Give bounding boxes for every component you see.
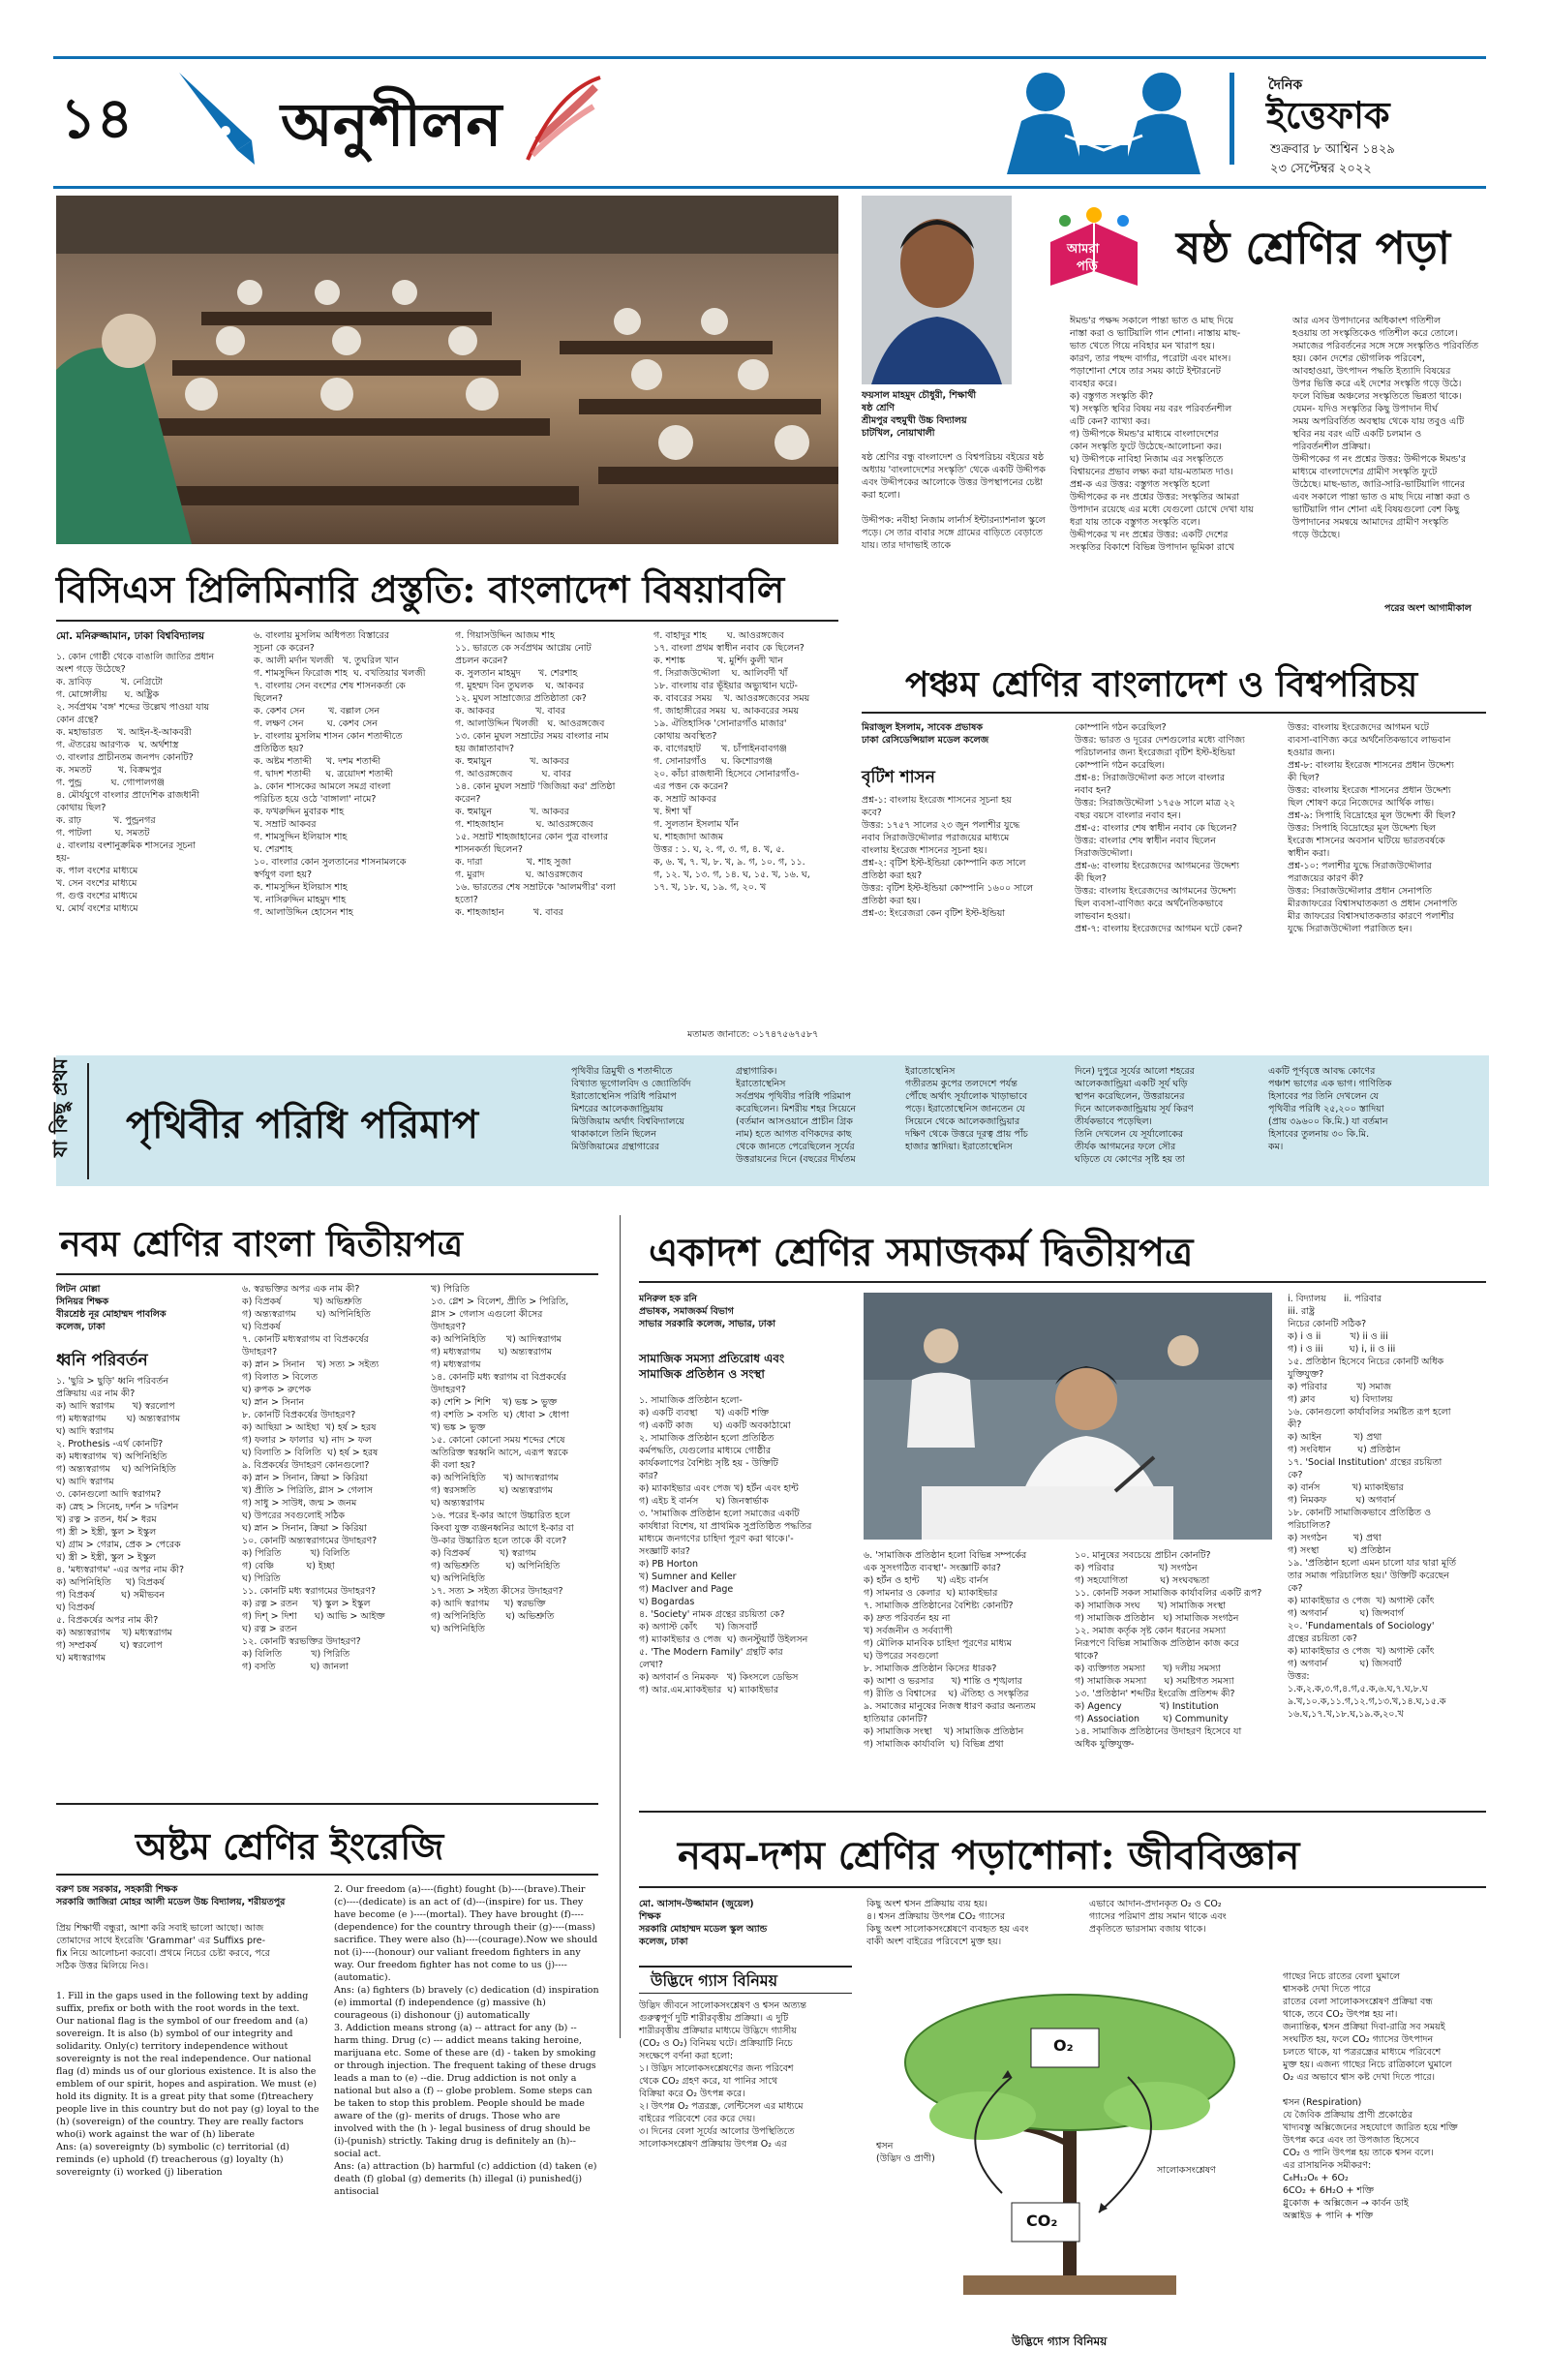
masthead	[0, 0, 1549, 194]
class6-continued: পরের অংশ আগামীকাল	[1384, 603, 1472, 614]
class9bangla-col-2: ৬. স্বরভক্তির অপর এক নাম কী? ক) বিপ্রকর্ষ খ) অভিশ্রুতি গ) অন্ত্যস্বরাগম ঘ) অপিনিহিতি ঘ) বিপ্রকর্ষ ৭. কোনটি মধ্যস্বরাগম বা বিপ্রকর্ষের উদাহরণ? ক) স্নান > সিনান খ) সত্য > সইত্য গ) বিলাত > বিলেত ঘ) রুপক > রুপেক ঘ) স্নান > সিনান ৮. কোনটি বিপ্রকর্ষের উদাহরণ? ক) আছিয়া > আইছা খ) হর্ষ > হরষ গ) ফলার > ফালার ঘ) নাদ > ফল ঘ) বিলাতি > বিলিতি ঘ) হর্ষ > হরষ ৯. বিপ্রকর্ষের উদাহরণ কোনগুলো? ক) স্নান > সিনান, ক্রিয়া > কিরিয়া খ) প্রীতি > পিরিতি, গ্লাস > গেলাস গ) সাধু > সাউধ, জন্ম > জনম ঘ) উপরের সবগুলোই সঠিক ঘ) স্নান > সিনান, ক্রিয়া > কিরিয়া ১০. কোনটি অন্ত্যস্বরাগমের উদাহরণ? ক) পিরিতি খ) বিলিতি গ) বেঞ্চি ঘ) ইচ্ছা ঘ) পিরিতি ১১. কোনটি মধ্য স্বরাগমের উদাহরণ? ক) রত্ন > রতন খ) স্কুল > ইস্কুল গ) দিশ্ > দিশা ঘ) আভি > আইক্ত ঘ) রত্ন > রতন ১২. কোনটি স্বরভক্তির উদাহরণ? ক) বিলিতি খ) পিরিতি গ) বসতি ঘ) জানলা	[242, 1284, 385, 1672]
bcs-col-1: ১. কোন গোষ্ঠী থেকে বাঙালি জাতির প্রধান অংশ গড়ে উঠেছে? ক. দ্রাবিড় খ. নেগ্রিটো গ. মোঙ্গোলীয় ঘ. অষ্ট্রিক ২. সর্বপ্রথম 'বঙ্গ' শব্দের উল্লেখ পাওয়া যায় কোন গ্রন্থে? ক. মহাভারত খ. আইন-ই-আকবরী গ. ঐতরেয় আরণ্যক ঘ. অর্থশাস্ত্র ৩. বাংলার প্রাচীনতম জনপদ কোনটি? ক. সমতট খ. বিক্রমপুর গ. পুন্ড্র ঘ. গোপালগঞ্জ ৪. মৌর্যযুগে বাংলার প্রাদেশিক রাজধানী কোথায় ছিল? ক. রাঢ় খ. পুন্ড্রনগর গ. পাটলা ঘ. সমতট ৫. বাংলায় বংশানুক্রমিক শাসনের সূচনা হয়- ক. পাল বংশের মাধ্যমে খ. সেন বংশের মাধ্যমে গ. গুপ্ত বংশের মাধ্যমে ঘ. মোর্য বংশের মাধ্যমে	[56, 652, 215, 914]
diagram-label-photosynthesis: সালোকসংশ্লেষণ	[1157, 2165, 1216, 2176]
band-col-5: একটি পূর্ণবৃত্তে আবদ্ধ কোণের পঞ্চাশ ভাগের এক ভাগ। গাণিতিক হিসাবের পর তিনি দেখলেন যে পৃথিবীর পরিধি ২৫,২০০ স্তাদিয়া (প্রায় ৩৯৬০০ কি.মি.) যা বর্তমান হিসাবের তুলনায় ৩০ কি.মি. কম।	[1268, 1066, 1392, 1152]
bcs-col-3: গ. গিয়াসউদ্দিন আজম শাহ ১১. ভারতে কে সর্বপ্রথম আগ্নেয় নোট প্রচলন করেন? ক. সুলতান মাহমুদ খ. শেরশাহ গ. মুহম্মদ বিন তুঘলক ঘ. আকবর ১২. মুঘল সাম্রাজ্যের প্রতিষ্ঠাতা কে? ক. আকবর খ. বাবর গ. আলাউদ্দিন খিলজী ঘ. আওরঙ্গজেব ১৩. কোন মুঘল সম্রাটের সময় বাংলার নাম হয় জান্নাতাবাদ? ক. হুমায়ুন খ. আকবর গ. আওরঙ্গজেব ঘ. বাবর ১৪. কোন মুঘল সম্রাট 'জিজিয়া কর' প্রতিষ্ঠা করেন? ক. হুমায়ুন খ. আকবর গ. শাহজাহান ঘ. আওরঙ্গজেব ১৫. সম্রাট শাহজাহানের কোন পুত্র বাংলার শাসনকর্তা ছিলেন? ক. দারা খ. শাহ সুজা গ. মুরাদ ঘ. আওরঙ্গজেব ১৬. ভারতের শেষ সম্রাটকে 'আলমগীর' বলা হতো? ক. শাহজাহান খ. বাবর	[455, 630, 616, 918]
diagram-label-co2: CO₂	[1026, 2212, 1058, 2230]
feather-icon	[518, 73, 605, 169]
band-side-rule	[87, 1063, 89, 1179]
class910bio-rule	[639, 1886, 1486, 1888]
class9bangla-author: লিটন মোল্লা সিনিয়র শিক্ষক বীরশ্রেষ্ঠ নূর মোহাম্মদ পাবলিক কলেজ, ঢাকা	[56, 1284, 167, 1332]
class910bio-title: নবম-দশম শ্রেণির পড়াশোনা: জীববিজ্ঞান	[678, 1833, 1300, 1878]
class910bio-top-rule	[639, 1811, 1486, 1813]
class5-title-a: পঞ্চম শ্রেণির	[905, 664, 1081, 705]
masthead-bottom-rule	[53, 186, 1486, 189]
class910bio-subhead: উদ্ভিদে গ্যাস বিনিময়	[651, 1971, 778, 1990]
section-divider	[620, 1215, 621, 2038]
class5-title	[905, 658, 1417, 717]
class910bio-col-2: কিছু অংশ শ্বসন প্রক্রিয়ায় ব্যয় হয়। ৪। শ্বসন প্রক্রিয়ায় উৎপন্ন CO₂ গ্যাসের কিছু অংশ সালোকসংশ্লেষণে ব্যবহৃত হয় এবং বাকী অংশ বাইরের পরিবেশে মুক্ত হয়।	[866, 1899, 1029, 1947]
page-number: ১৪	[60, 85, 134, 151]
class11-title: একাদশ শ্রেণির সমাজকর্ম দ্বিতীয়পত্র	[649, 1230, 1194, 1275]
band-col-2: গ্রন্থাগারিক। ইরাতোস্থেনিস সর্বপ্রথম পৃথিবীর পরিধি পরিমাপ করেছিলেন। মিশরীয় শহর সিয়েনে (বর্তমান আসওয়ানে প্রাচীন গ্রিক নাম) হতে আগত বণিকদের কাছ থেকে জানতে পেরেছিলেন সূর্যের উত্তরায়নের দিনে (বছরের দীর্ঘতম	[736, 1066, 857, 1165]
class6-intro: ষষ্ঠ শ্রেণির বন্ধু বাংলাদেশ ও বিশ্বপরিচয় বইয়ের ষষ্ঠ অধ্যায় 'বাংলাদেশের সংস্কৃতি' থেকে একটি উদ্দীপক এবং উদ্দীপকের আলোকে উত্তর উপস্থাপনের চেষ্টা করা হলো। উদ্দীপক: নবীহা নিজাম লার্নার্স ইন্টারন্যাশনাল স্কুলে পড়ে। সে তার বাবার সঙ্গে গ্রামের বাড়িতে বেড়াতে যায়। তার দাদাভাই তাকে	[862, 452, 1046, 551]
class11-col-4: i. বিদ্যালয় ii. পরিবার iii. রাষ্ট্র নিচের কোনটি সঠিক? ক) i ও ii খ) ii ও iii গ) i ও iii ঘ) i, ii ও iii ১৫. প্রতিষ্ঠান হিসেবে নিচের কোনটি অধিক যুক্তিযুক্ত? ক) পরিবার খ) সমাজ গ) ক্লাব ঘ) বিদ্যালয় ১৬. কোনগুলো কার্যাবলির সমষ্টিত রূপ হলো কী? ক) আইন খ) প্রথা গ) সংবিধান ঘ) প্রতিষ্ঠান ১৭. 'Social Institution' গ্রন্থের রচয়িতা কে? ক) বার্নস খ) ম্যাকাইভার গ) নিমকফ ঘ) অগবার্ন ১৮. কোনটি সামাজিকভাবে প্রতিষ্ঠিত ও পরিচালিত? ক) সংগঠন খ) প্রথা গ) সংস্থা ঘ) প্রতিষ্ঠান ১৯. 'প্রতিষ্ঠান হলো এমন চালো যার দ্বারা মূর্তি তার সমাজ পরিচালিত হয়।' উক্তিটি করেছেন কে? ক) ম্যাকাইভার ও পেজ খ) অগাস্ট কোঁৎ গ) অগবার্ন ঘ) জিন্সবার্গ ২০. 'Fundamentals of Sociology' গ্রন্থের রচয়িতা কে? ক) ম্যাকাইভার ও পেজ খ) অগাস্ট কোঁৎ গ) অগবার্ন ঘ) জিসবার্ট উত্তর: ১.ক,২.ক,৩.গ,৪.গ,৫.ক,৬.ঘ,৭.ঘ,৮.ঘ ৯.খ,১০.ক,১১.গ,১২.গ,১৩.খ,১৪.ঘ,১৫.ক ১৬.ঘ,১৭.খ,১৮.ঘ,১৯.ক,২০.খ	[1288, 1294, 1456, 1720]
diagram-label-o2: O₂	[1053, 2036, 1074, 2055]
band-col-1: পৃথিবীর ত্রিমুখী ও শতাব্দীতে বিখ্যাত ভূগোলবিদ ও জ্যোতির্বিদ ইরাতোস্থেনিস পরিধি পরিমাপ মিশরের আলেকজান্ড্রিয়ায় মিউজিয়াম অর্থাৎ বিশ্ববিদ্যালয়ে থাকাকালে তিনি ছিলেন মিউজিয়ামের গ্রন্থাগারের	[571, 1066, 691, 1152]
masthead-divider	[1230, 73, 1234, 165]
class6-caption: ফয়সাল মাহমুদ চৌধুরী, শিক্ষার্থী ষষ্ঠ শ্রেণি শ্রীমপুর বহুমুখী উচ্চ বিদ্যালয় চাটখিল, নোয়াখালী	[862, 390, 977, 439]
band-col-3: ইরাতোস্থেনিস গতীরতম কুপের তলদেশে পর্যন্ত পৌঁছে অর্থাৎ সূর্যালোক খাড়াভাবে পড়ে। ইরাতোস্থেনিস জানতেন যে সিয়েনে থেকে আলেকজান্ড্রিয়ার দক্ষিণ থেকে উত্তরে দূরত্ব প্রায় পাঁচ হাজার স্তাদিয়া। ইরাতোস্থেনিস	[905, 1066, 1028, 1152]
class11-col-3: ১০. মানুষের সবচেয়ে প্রাচীন কোনটি? ক) পরিবার খ) সংগঠন গ) সহযোগিতা ঘ) সংঘবদ্ধতা ১১. কোনটি সকল সামাজিক কার্যাবলির একটি রূপ? ক) সামাজিক সংঘ খ) সামাজিক সংস্থা গ) সামাজিক প্রতিষ্ঠান ঘ) সামাজিক সংগঠন ১২. সমাজ কর্তৃক সৃষ্ট কোন ধরনের সমস্যা নিরূপণে বিভিন্ন সামাজিক প্রতিষ্ঠান কাজ করে থাকে? ক) ব্যক্তিগত সমস্যা খ) দলীয় সমস্যা গ) সামাজিক সমস্যা ঘ) সমষ্টিগত সমস্যা ১৩. 'প্রতিষ্ঠান' শব্দটির ইংরেজি প্রতিশব্দ কী? ক) Agency খ) Institution গ) Association ঘ) Community ১৪. সামাজিক প্রতিষ্ঠানের উদাহরণ হিসেবে যা অধিক যুক্তিযুক্ত-	[1075, 1550, 1262, 1750]
gas-exchange-diagram	[866, 1970, 1273, 2363]
bcs-title: বিসিএস প্রিলিমিনারি প্রস্তুতি: বাংলাদেশ বিষয়াবলি	[56, 567, 785, 611]
class11-col-2: ৬. 'সামাজিক প্রতিষ্ঠান হলো বিভিন্ন সম্পর্কের এক সুসংগঠিত ব্যবস্থা'- সংজ্ঞাটি কার? ক) হর্টন ও হান্ট খ) এইচ বার্নস গ) সামনার ও কেলার ঘ) ম্যাকাইভার ৭. সামাজিক প্রতিষ্ঠানের বৈশিষ্ট্য কোনটি? ক) দ্রুত পরিবর্তন হয় না খ) সর্বজনীন ও সর্বব্যাপী গ) মৌলিক মানবিক চাহিদা পূরণের মাধ্যম ঘ) উপরের সবগুলো ৮. সামাজিক প্রতিষ্ঠান কিসের ধারক? ক) আশা ও ভরসার খ) শান্তি ও শৃঙ্খলার গ) রীতি ও বিশ্বাসের ঘ) ঐতিহ্য ও সংস্কৃতির ৯. সমাজের মানুষের নিজস্ব ধারণ করার অন্যতম হাতিয়ার কোনটি? ক) সামাজিক সংস্থা খ) সামাজিক প্রতিষ্ঠান গ) সামাজিক কার্যাবলি ঘ) বিভিন্ন প্রথা	[864, 1550, 1036, 1750]
band-title: পৃথিবীর পরিধি পরিমাপ	[126, 1102, 479, 1147]
class11-col-1: ১. সামাজিক প্রতিষ্ঠান হলো- ক) একটি ব্যবস্থা খ) একটি শক্তি গ) একটি কাজ ঘ) একটি অবকাঠামো ২. সামাজিক প্রতিষ্ঠান হলো প্রতিষ্ঠিত কর্মপদ্ধতি, যেগুলোর মাধ্যমে গোষ্ঠীর কার্যকলাপের বৈশিষ্ট্য সৃষ্টি হয় - উক্তিটি কার? ক) ম্যাকাইভার এবং পেজ খ) হর্টন এবং হান্ট গ) এইচ ই বার্নস ঘ) জিনস্বার্ভাক ৩. 'সামাজিক প্রতিষ্ঠান হলো সমাজের একটি কার্যধারা বিশেষ, যা প্রাথমিক সুপ্রতিষ্ঠিত পদ্ধতির মাধ্যমে জনগণের চাহিদা পূরণ করা থাকে।'- সংজ্ঞাটি কার? ক) PB Horton খ) Sumner and Keller গ) MacIver and Page ঘ) Bogardas ৪. 'Society' নামক গ্রন্থের রচয়িতা কে? ক) অগাস্ট কোঁৎ খ) জিসবার্ট গ) ম্যাকাইভার ও পেজ ঘ) জনস্টুয়ার্ট উইলসন ৫. 'The Modern Family' গ্রন্থটি কার লেখা? ক) অগবার্ন ও নিমকফ খ) কিংসলে ডেভিস গ) আর.এম.ম্যাকইভার ঘ) ম্যাকাইভার	[639, 1395, 812, 1695]
nib-icon	[169, 63, 266, 169]
class910bio-col-4: গাছের নিচে রাতের বেলা ঘুমালে শ্বাসকষ্ট দেখা দিতে পারে রাতের বেলা সালোকসংশ্লেষণ প্রক্রিয়া বন্ধ থাকে, তবে CO₂ উৎপন্ন হয় না। জন্যান্তিক, শ্বসন প্রক্রিয়া দিবা-রাত্রি সব সময়ই সংঘটিত হয়, ফলে CO₂ গ্যাসের উৎপাদন চলতে থাকে, যা পত্ররন্ধ্রের মাধ্যমে পরিবেশে মুক্ত হয়। এজন্য গাছের নিচে রাত্রিকালে ঘুমালে O₂ এর অভাবে শ্বাস কষ্ট দেখা দিতে পারে। শ্বসন (Respiration) যে জৈবিক প্রক্রিয়ায় প্রাণী প্রকোষ্ঠের খাদ্যবস্তু অক্সিজেনের সহযোগে জারিত হয়ে শক্তি উৎপন্ন করে এবং তা উপজাত হিসেবে CO₂ ও পানি উৎপন্ন হয় তাকে শ্বসন বলে। এর রাসায়নিক সমীকরণ: C₆H₁₂O₆ + 6O₂ 6CO₂ + 6H₂O + শক্তি গ্লুকোজ + অক্সিজেন → কার্বন ডাই অক্সাইড + পানি + শক্তি	[1283, 1971, 1458, 2221]
class910bio-col-1: উদ্ভিদ জীবনে সালোকসংশ্লেষণ ও শ্বসন অত্যন্ত গুরুত্বপূর্ণ দুটি শারীরবৃত্তীয় প্রক্রিয়া। এ দুটি শারীরবৃত্তীয় প্রক্রিয়ার মাধ্যমে উদ্ভিদে গ্যাসীয় (CO₂ ও O₂) বিনিময় ঘটে। প্রক্রিয়াটি নিচে সংক্ষেপে বর্ণনা করা হলো: ১। উদ্ভিদ সালোকসংশ্লেষণের জন্য পরিবেশ থেকে CO₂ গ্রহণ করে, যা পানির সাথে বিক্রিয়া করে O₂ উৎপন্ন করে। ২। উৎপন্ন O₂ পত্ররন্ধ্র, লেন্টিসেল এর মাধ্যমে বাইরের পরিবেশে বের করে দেয়। ৩। দিনের বেলা সূর্যের আলোর উপস্থিতিতে সালোকসংশ্লেষণ প্রক্রিয়ায় উৎপন্ন O₂ এর	[639, 2000, 806, 2150]
bcs-author: মো. মনিরুজ্জামান, ঢাকা বিশ্ববিদ্যালয়	[56, 630, 205, 642]
class6-col-a: ঈমন্ড'র পক্ষদ্দ সকালে পান্তা ভাত ও মাছ দিয়ে নাস্তা করা ও ভাটিয়ালি গান শোনা। নাস্তায় মাছ- ভাত খেতে গিয়ে নবিহার মন খারাপ হয়। কারণ, তার পছন্দ বার্গার, পরোটা এবং মাংস। পড়াশোনা শেষে তার সময় কাটে ইন্টারনেট ব্যবহার করে। ক) বস্তুগত সংস্কৃতি কী? খ) সংস্কৃতি স্থবির বিষয় নয় বরং পরিবর্তনশীল এটি কেন? ব্যাখ্যা কর। গ) উদ্দীপকে ঈমন্ড'র মাধ্যমে বাংলাদেশের কোন সংস্কৃতি ফুটে উঠেছে-আলোচনা কর। ঘ) উদ্দীপকে নাবিহা নিজাম এর সংস্কৃতিতে বিশ্বায়নের প্রভাব লক্ষ্য করা যায়-মতামত দাও। প্রশ্ন-ক এর উত্তর: বস্তুগত সংস্কৃতি হলো উদ্দীপকের ক নং প্রশ্নের উত্তর: সংস্কৃতির আমরা উপাদান রয়েছে এর মধ্যে যেগুলো চোখে দেখা যায় ধরা যায় তাকে বস্তুগত সংস্কৃতি বলে। উদ্দীপকের খ নং প্রশ্নের উত্তর: একটি দেশের সংস্কৃতির বিকাশে বিভিন্ন উপাদান ভূমিকা রাখে	[1070, 316, 1254, 553]
class9bangla-subhead: ধ্বনি পরিবর্তন	[56, 1351, 148, 1370]
bcs-col-4: গ. বাহাদুর শাহ ঘ. আওরঙ্গজেব ১৭. বাংলা প্রথম স্বাধীন নবাব কে ছিলেন? ক. শশাঙ্ক খ. মুর্শিদ কুলী খান গ. সিরাজউদ্দৌলা ঘ. আলিবর্দী খাঁ ১৮. বাংলায় বার ভূঁইয়ার অভ্যুত্থান ঘটে- ক. বাবরের সময় খ. আওরঙ্গজেবের সময় গ. জাহাঙ্গীরের সময় ঘ. আকবরের সময় ১৯. ঐতিহাসিক 'সোনারগাঁও মাজার' কোথায় অবস্থিত? ক. বাগেরহাট খ. চাঁপাইনবাবগঞ্জ গ. সোনারগাঁও ঘ. কিশোরগঞ্জ ২০. কাঁচা রাজধানী হিসেবে সোনারগাঁও- এর পত্তন কে করেন? ক. সম্রাট আকবর খ. ঈশা খাঁ গ. সুলতান ইসলাম খাঁন ঘ. শাহজাদা আজম উত্তর : ১. ঘ, ২. গ, ৩. গ, ৪. খ, ৫. ক, ৬. খ, ৭. খ, ৮. খ, ৯. গ, ১০. গ, ১১. গ, ১২. খ, ১৩. গ, ১৪. ঘ, ১৫. খ, ১৬. ঘ, ১৭. খ, ১৮. ঘ, ১৯. গ, ২০. খ	[653, 630, 810, 893]
class9bangla-title: নবম শ্রেণির বাংলা দ্বিতীয়পত্র	[60, 1224, 464, 1265]
class910bio-author: মো. আসাদ-উজ্জামান (জুয়েল) শিক্ষক সরকারি মোহাম্মদ মডেল স্কুল অ্যান্ড কলেজ, ঢাকা	[639, 1899, 768, 1947]
band-side-label: যা কিছু প্রথম	[48, 1057, 72, 1157]
student-writing-photo	[864, 1293, 1272, 1540]
class6-logo-bottom: পড়ি	[1077, 259, 1098, 274]
class5-col-1: প্রশ্ন-১: বাংলায় ইংরেজ শাসনের সূচনা হয় কবে? উত্তর: ১৭৫৭ সালের ২৩ জুন পলাশীর যুদ্ধে নবাব সিরাজউদ্দৌলার পরাজয়ের মাধ্যমে বাংলায় ইংরেজ শাসনের সূচনা হয়। প্রশ্ন-২: বৃটিশ ইস্ট-ইন্ডিয়া কোম্পানি কত সালে প্রতিষ্ঠা করা হয়? উত্তর: বৃটিশ ইস্ট-ইন্ডিয়া কোম্পানি ১৬০০ সালে প্রতিষ্ঠা করা হয়। প্রশ্ন-৩: ইংরেজরা কেন বৃটিশ ইস্ট-ইন্ডিয়া	[862, 795, 1034, 919]
paper-name: ইত্তেফাক	[1266, 93, 1390, 137]
class6-title: ষষ্ঠ শ্রেণির পড়া	[1176, 222, 1451, 274]
student-portrait	[862, 196, 1012, 384]
class9bangla-col-3: খ) পিরিতি ১৩. গ্লেশ > বিলেশ, প্রীতি > পিরিতি, গ্লাস > গেলাস এগুলো কীসের উদাহরণ? ক) অপিনিহিতি খ) আদিস্বরাগম গ) মধ্যস্বরাগম ঘ) অন্ত্যস্বরাগম গ) মধ্যস্বরাগম ১৪. কোনটি মধ্য স্বরাগম বা বিপ্রকর্ষের উদাহরণ? ক) শেশি > শিশি খ) ভঙ্ক > ভুক্ত গ) বশতি > বসতি ঘ) ধোবা > ধোপা খ) ভঙ্ক > ভুক্ত ১৫. কোনো কোনো সময় শব্দের শেষে অতিরিক্ত স্বরধ্বনি আসে, এরূপ স্বরকে কী বলা হয়? ক) অপিনিহিতি খ) আদ্যস্বরাগম গ) স্বরসঙ্গতি ঘ) অন্ত্যস্বরাগম ঘ) অন্ত্যস্বরাগম ১৬. পরের ই-কার আগে উচ্চারিত হলে কিংবা যুক্ত ব্যঞ্জনধ্বনির আগে ই-কার বা উ-কার উচ্চারিত হলে তাকে কী বলে? ক) বিপ্রকর্ষ খ) স্বরাগম গ) অভিশ্রুতি ঘ) অপিনিহিতি ঘ) অপিনিহিতি ১৭. সত্য > সইত্য কীসের উদাহরণ? ক) আদি স্বরাগম খ) স্বরভক্তি গ) অপিনিহিতি ঘ) অভিশ্রুতি ঘ) অপিনিহিতি	[431, 1284, 574, 1634]
class6-col-b: আর এসব উপাদানের অধিকাংশ গতিশীল হওয়ায় তা সংস্কৃতিকেও গতিশীল করে তোলে। সমাজের পরিবর্তনের সঙ্গে সঙ্গে সংস্কৃতিও পরিবর্তিত হয়। কোন দেশের ভৌগলিক পরিবেশ, আবহাওয়া, উৎপাদন পদ্ধতি ইত্যাদি বিষয়ের উপর ভিত্তি করে এই দেশের সংস্কৃতি গড়ে উঠে। ফলে বিভিন্ন অঞ্চলের সংস্কৃতিতে ভিন্নতা থাকে। যেমন- যদিও সংস্কৃতির কিছু উপাদান দীর্ঘ সময় অপরিবর্তিত অবস্থায় থেকে যায় তবুও এটি স্থবির নয় বরং এটি একটি চলমান ও পরিবর্তনশীল প্রক্রিয়া। উদ্দীপকের গ নং প্রশ্নের উত্তর: উদ্দীপকে ঈমন্ড'র মাধ্যমে বাংলাদেশের গ্রামীণ সংস্কৃতি ফুটে উঠেছে। মাছ-ভাত, জারি-সারি-ভাটিয়ালি গানের এবং সকালে পান্তা ভাত ও মাছ দিয়ে নাস্তা করা ও ভাটিয়ালি গান শোনা এই বিষয়গুলো বেশ কিছু উপাদানের সমন্বয়ে আমাদের গ্রামীণ সংস্কৃতি গড়ে উঠেছে।	[1292, 316, 1478, 540]
class5-col-2: কোম্পানি গঠন করেছিল? উত্তর: ভারত ও দূরের দেশগুলোর মধ্যে বাণিজ্য পরিচালনার জন্য ইংরেজরা বৃটিশ ইস্ট-ইন্ডিয়া কোম্পানি গঠন করেছিল। প্রশ্ন-৪: সিরাজউদ্দৌলা কত সালে বাংলার নবাব হন? উত্তর: সিরাজউদ্দৌলা ১৭৫৬ সালে মাত্র ২২ বছর বয়সে বাংলার নবাব হন। প্রশ্ন-৫: বাংলার শেষ স্বাধীন নবাব কে ছিলেন? উত্তর: বাংলার শেষ স্বাধীন নবাব ছিলেন সিরাজউদ্দৌলা। প্রশ্ন-৬: বাংলায় ইংরেজদের আগমনের উদ্দেশ্য কী ছিল? উত্তর: বাংলায় ইংরেজদের আগমনের উদ্দেশ্য ছিল ব্যবসা-বাণিজ্য করে অর্থনৈতিকভাবে লাভবান হওয়া। প্রশ্ন-৭: বাংলায় ইংরেজদের আগমন ঘটে কেন?	[1075, 722, 1245, 934]
class11-subhead: সামাজিক সমস্যা প্রতিরোধ এবং সামাজিক প্রতিষ্ঠান ও সংস্থা	[639, 1352, 785, 1381]
class5-title-b: বাংলাদেশ ও বিশ্বপরিচয়	[1080, 664, 1418, 705]
class9bangla-rule	[56, 1273, 598, 1275]
date-bn: শুক্রবার ৮ আশ্বিন ১৪২৯	[1270, 142, 1395, 157]
band-col-4: দিনে) দুপুরে সূর্যের আলো শহরের আলেকজান্ড্রিয়া একটি সূর্য ঘড়ি স্থাপন করেছিলেন, উত্তরায়নের দিনে আলেকজান্ড্রিয়ায় সূর্য কিরণ তীর্যকভাবে পড়েছিল। তিনি দেখলেন যে সূর্যালোকের তীর্যক আগমনের ফলে সৌর ঘড়িতে যে কোণের সৃষ্টি হয় তা	[1075, 1066, 1195, 1165]
class5-col-3: উত্তর: বাংলায় ইংরেজদের আগমন ঘটে ব্যবসা-বাণিজ্য করে অর্থনৈতিকভাবে লাভবান হওয়ার জন্য। প্রশ্ন-৮: বাংলায় ইংরেজ শাসনের প্রধান উদ্দেশ্য কী ছিল? উত্তর: বাংলায় ইংরেজ শাসনের প্রধান উদ্দেশ্য ছিল শোষণ করে নিজেদের আর্থিক লাভ। প্রশ্ন-৯: সিপাহি বিদ্রোহের মূল উদ্দেশ্য কী ছিল? উত্তর: সিপাহি বিদ্রোহের মূল উদ্দেশ্য ছিল ইংরেজ শাসনের অবসান ঘটিয়ে ভারতবর্ষকে স্বাধীন করা। প্রশ্ন-১০: পলাশীর যুদ্ধে সিরাজউদ্দৌলার পরাজয়ের কারণ কী? উত্তর: সিরাজউদ্দৌলার প্রধান সেনাপতি মীরজাফরের বিশ্বাসঘাতকতা ও প্রধান সেনাপতি মীর জাফরের বিশ্বাসঘাতকতার কারণে পলাশীর যুদ্ধে সিরাজউদ্দৌলা পরাজিত হন।	[1288, 722, 1458, 934]
class11-rule	[639, 1281, 1486, 1283]
class6-logo-top: আমরা	[1067, 242, 1100, 257]
reading-kids-icon	[987, 63, 1220, 184]
class8-rule	[56, 1874, 598, 1876]
bcs-rule	[56, 620, 838, 622]
paper-tag: দৈনিক	[1268, 77, 1303, 93]
class8-col-2: 2. Our freedom (a)----(fight) fought (b)----(brave).Their (c)----(dedicate) is an act of (d)---(inspire) for us. They have become (e )----(mortal). They have brought (f)----(dependence) for the country through their (g)----(mass) sacrifice. They were also (h)----(courage).Now we should not (i)----(honour) our valiant freedom fighters in any way. Our freedom fighter has not come to us (j)----(automatic). Ans: (a) fighters (b) bravely (c) dedication (d) inspiration (e) immortal (f) independence (g) massive (h) courageous (i) dishonour (j) automatically 3. Addiction means strong (a) -- attract for any (b) -- harm thing. Drug (c) --- addict means taking heroine, marijuana etc. Some of these are (d) - taken by smoking or through injection. The frequent taking of these drugs leads a man to (e) --die. Drug addiction is not only a national but also a (f) -- globe problem. Some steps can be taken to stop this problem. People should be made aware of the (g)- merits of drugs. Those who are involved with the (h )- legal business of drug should be (i)-(punish) strictly. Taking drug is definitely an (h)-- social act. Ans: (a) attraction (b) harmful (c) addiction (d) taken (e) death (f) global (g) demerits (h) illegal (i) punished(j) antisocial	[334, 1884, 599, 2197]
masthead-top-rule	[53, 56, 1486, 59]
class11-author: মনিরুল হক রনি প্রভাষক, সমাজকর্ম বিভাগ সাভার সরকারি কলেজ, সাভার, ঢাকা	[639, 1294, 776, 1329]
class8-author: বরুণ চন্দ্র সরকার, সহকারী শিক্ষক সরকারি জাজিরা মোহর আলী মডেল উচ্চ বিদ্যালয়, শরীয়তপুর	[56, 1884, 286, 1907]
class910bio-col-3: এভাবে আদান-প্রদানকৃত O₂ ও CO₂ গ্যাসের পরিমাণ প্রায় সমান থাকে এবং প্রকৃতিতে ভারসাম্য বজায় থাকে।	[1089, 1899, 1227, 1935]
class5-rule	[862, 712, 1486, 714]
date-en: ২৩ সেপ্টেম্বর ২০২২	[1270, 162, 1372, 176]
class8-intro: প্রিয় শিক্ষার্থী বন্ধুরা, আশা করি সবাই ভালো আছো। আজ তোমাদের সাথে ইংরেজি 'Grammar' এর Suffixs pre- fix নিয়ে আলোচনা করবো। প্রথমে নিচের চেষ্টা করবে, পরে সঠিক উত্তর মিলিয়ে নিও।	[56, 1923, 270, 1971]
bcs-contact: মতামত জানাতে: ০১৭৪৭৫৬৭৫৮৭	[687, 1029, 819, 1040]
diagram-caption: উদ্ভিদে গ্যাস বিনিময়	[1012, 2334, 1108, 2348]
diagram-label-respiration: শ্বসন (উদ্ভিদ ও প্রাণী)	[876, 2141, 935, 2164]
class5-author: মিরাজুল ইসলাম, সাবেক প্রভাষক ঢাকা রেসিডেন্সিয়াল মডেল কলেজ	[862, 722, 989, 746]
class8-title: অষ্টম শ্রেণির ইংরেজি	[136, 1824, 444, 1868]
exam-hall-photo	[56, 196, 838, 544]
class8-top-rule	[56, 1803, 598, 1805]
class5-subhead: বৃটিশ শাসন	[862, 768, 935, 787]
bcs-col-2: ৬. বাংলায় মুসলিম অধিপত্য বিস্তারের সূচনা কে করেন? ক. আলী মর্দান খলজী খ. তুঘরিল খান গ. শামসুদ্দিন ফিরোজ শাহ ঘ. বখতিয়ার খলজী ৭. বাংলায় সেন বংশের শেষ শাসনকর্তা কে ছিলেন? ক. কেশব সেন খ. বল্লাল সেন গ. লক্ষণ সেন ঘ. কেশব সেন ৮. বাংলায় মুসলিম শাসন কোন শতাব্দীতে প্রতিষ্ঠিত হয়? ক. অষ্টম শতাব্দী খ. দশম শতাব্দী গ. দ্বাদশ শতাব্দী ঘ. ত্রয়োদশ শতাব্দী ৯. কোন শাসকের আমলে সমগ্র বাংলা পরিচিত হয়ে ওঠে 'বাঙ্গালা' নামে? ক. ফখরুদ্দিন মুবারক শাহ খ. সম্রাট আকবর গ. শামসুদ্দিন ইলিয়াস শাহ ঘ. শেরশাহ ১০. বাংলার কোন সুলতানের শাসনামলকে স্বর্ণযুগ বলা হয়? ক. শামসুদ্দিন ইলিয়াস শাহ খ. নাসিরুদ্দিন মাহমুদ শাহ গ. আলাউদ্দিন হোসেন শাহ	[254, 630, 426, 918]
class9bangla-col-1: ১. 'ছুরি > ছুড়ি' ধ্বনি পরিবর্তন প্রক্রিয়ায় এর নাম কী? ক) আদি স্বরাগম খ) স্বরলোপ গ) মধ্যস্বরাগম ঘ) অন্ত্যস্বরাগম ঘ) আদি স্বরাগম ২. Prothesis -এর্থ কোনটি? ক) মধ্যস্বরাগম খ) অপিনিহিতি গ) অন্ত্যস্বরাগম ঘ) অপিনিহিতি ঘ) আদি স্বরাগম ৩. কোনগুলো আদি স্বরাগম? ক) স্নেহ > সিনেহ, দর্শন > দরিশন খ) রত্ন > রতন, ধর্ম > ধরম গ) স্ত্রী > ইস্ত্রী, স্কুল > ইস্কুল ঘ) গ্রাম > গেরাম, প্রেক > পেরেক ঘ) স্ত্রী > ইস্ত্রী, স্কুল > ইস্কুল ৪. 'মধ্যস্বরাগম' -এর অপর নাম কী? ক) অপিনিহিতি খ) বিপ্রকর্ষ গ) বিপ্রকর্ষ ঘ) সমীভবন ঘ) বিপ্রকর্ষ ৫. বিপ্রকর্ষের অপর নাম কী? ক) অন্ত্যস্বরাগম খ) মধ্যস্বরাগম গ) সম্প্রকর্ষ ঘ) স্বরলোপ ঘ) মধ্যস্বরাগম	[56, 1376, 185, 1663]
section-title: অনুশীলন	[281, 89, 502, 160]
class8-col-1: 1. Fill in the gaps used in the following text by adding suffix, prefix or both with the root words in the text. Our national flag is the symbol of our freedom and (a) sovereign. It is also (b) symbol of our integrity and solidarity. Only(c) territory independence without sovereignty is not the real independence. Our national flag (d) minds us of our glorious existence. It is also the emblem of our spirit, hopes and aspiration. We must (e) hold its dignity. It is a great pity that some (f)treachery people live in this country but do not pay (g) loyal to the (h) (sovereign) of the country. They are really factors who(i) work against the war of (h) liberate Ans: (a) sovereignty (b) symbolic (c) territorial (d) reminds (e) uphold (f) treacherous (g) loyalty (h) sovereignty (i) worked (j) liberation	[56, 1991, 319, 2178]
